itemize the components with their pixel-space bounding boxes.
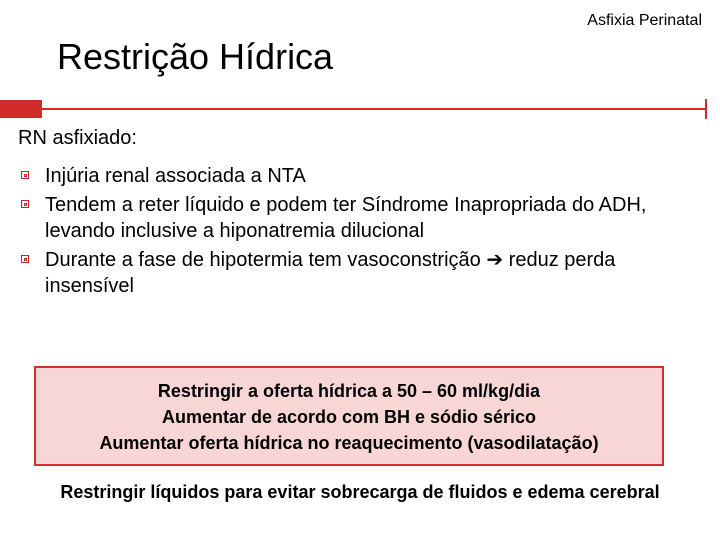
accent-end-tick bbox=[705, 99, 707, 119]
slide-title: Restrição Hídrica bbox=[57, 36, 334, 77]
bullet-text-after-arrow: reduz perda insensível bbox=[45, 249, 616, 297]
callout-line: Restringir a oferta hídrica a 50 – 60 ml/kg/dia bbox=[157, 381, 541, 401]
callout-line: Aumentar oferta hídrica no reaquecimento (vasodilatação) bbox=[99, 433, 599, 453]
bullet-text: Injúria renal associada a NTA bbox=[45, 165, 306, 187]
square-bullet-icon bbox=[21, 255, 29, 263]
list-item bbox=[18, 192, 698, 244]
list-item bbox=[18, 163, 698, 189]
footer-note: Restringir líquidos para evitar sobrecarga de fluidos e edema cerebral bbox=[60, 482, 660, 502]
bullet-text: Tendem a reter líquido e podem ter Síndrome Inapropriada do ADH, levando inclusive a hiponatremia dilucional bbox=[45, 194, 647, 242]
recommendation-callout bbox=[34, 366, 664, 466]
list-item bbox=[18, 247, 698, 299]
intro-text: RN asfixiado: bbox=[18, 127, 137, 149]
accent-square bbox=[0, 100, 42, 118]
square-bullet-icon bbox=[21, 200, 29, 208]
accent-divider bbox=[42, 108, 705, 110]
right-arrow-icon: ➔ bbox=[486, 249, 504, 271]
callout-line: Aumentar de acordo com BH e sódio sérico bbox=[161, 407, 537, 427]
bullet-list bbox=[18, 163, 698, 302]
bullet-text-before-arrow: Durante a fase de hipotermia tem vasoconstrição bbox=[45, 249, 481, 271]
header-topic: Asfixia Perinatal bbox=[587, 12, 702, 29]
square-bullet-icon bbox=[21, 171, 29, 179]
